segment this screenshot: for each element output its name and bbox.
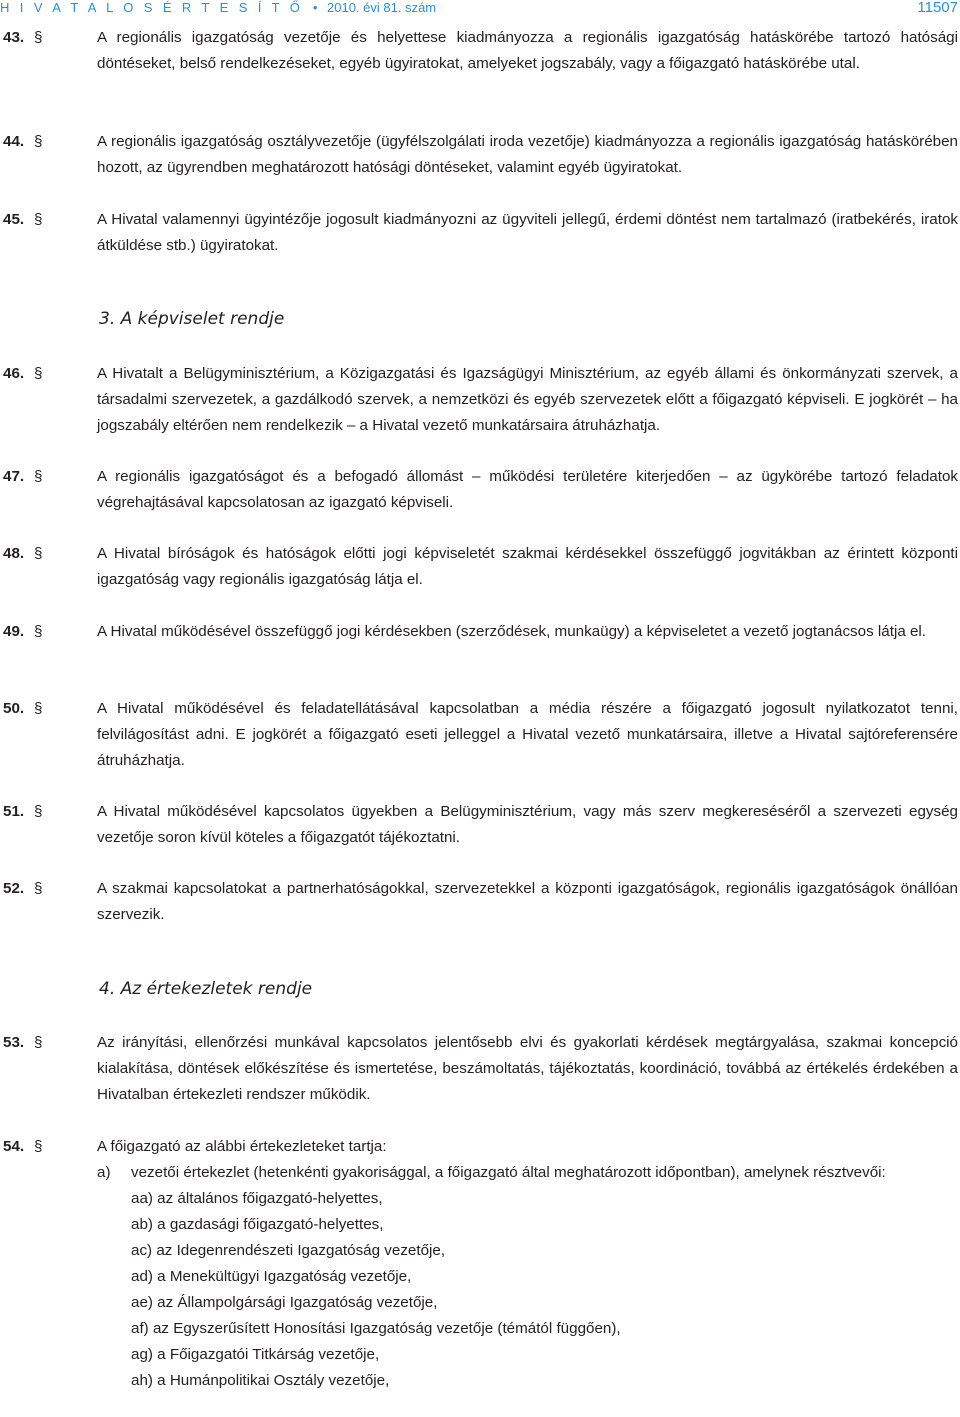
list-item: ae) az Állampolgársági Igazgatóság vezetője, <box>131 1294 438 1311</box>
paragraph-intro: A főigazgató az alábbi értekezleteket tartja: <box>97 1138 387 1155</box>
section-heading-3: 3. A képviselet rendje <box>99 309 285 329</box>
paragraph-number: 51. <box>3 803 25 820</box>
list-item-a <box>97 1160 960 1186</box>
paragraph-number: 54. <box>3 1138 25 1155</box>
paragraph-text: A regionális igazgatóság vezetője és helyettese kiadmányozza a regionális igazgatóság hatáskörébe tartozó hatósági döntéseket, belső rendelkezéseket, egyéb ügyiratokat, amelyeket jogszabály, vagy a főigazgató hatáskörébe utal. <box>97 29 958 72</box>
paragraph-number: 53. <box>3 1034 25 1051</box>
paragraph-text: A szakmai kapcsolatokat a partnerhatóságokkal, szervezetekkel a központi igazgatóságok, regionális igazgatóságok önállóan szervezik. <box>97 880 958 923</box>
paragraph-text: A regionális igazgatóságot és a befogadó állomást – működési területére kiterjedően – az ügykörébe tartozó feladatok végrehajtásával kapcsolatosan az igazgató képviseli. <box>97 468 958 511</box>
paragraph-50 <box>0 696 960 774</box>
list-item: af) az Egyszerűsített Honosítási Igazgatóság vezetője (témától függően), <box>131 1320 621 1337</box>
section-sign: § <box>34 365 43 382</box>
list-item: ab) a gazdasági főigazgató-helyettes, <box>131 1216 384 1233</box>
paragraph-number: 46. <box>3 365 25 382</box>
paragraph-47 <box>0 464 960 516</box>
section-sign: § <box>34 623 43 640</box>
list-item: ad) a Menekültügyi Igazgatóság vezetője, <box>131 1268 412 1285</box>
list-label: a) <box>97 1164 111 1181</box>
section-sign: § <box>34 803 43 820</box>
paragraph-44 <box>0 129 960 181</box>
section-sign: § <box>34 880 43 897</box>
section-sign: § <box>34 133 43 150</box>
journal-title: H I V A T A L O S É R T E S Í T Ő <box>0 0 304 15</box>
paragraph-45 <box>0 207 960 259</box>
section-sign: § <box>34 1034 43 1051</box>
paragraph-43 <box>0 25 960 77</box>
section-sign: § <box>34 211 43 228</box>
issue-label: 2010. évi 81. szám <box>327 0 437 15</box>
paragraph-text: A Hivatal működésével kapcsolatos ügyekben a Belügyminisztérium, vagy más szerv megkereséséről a szervezeti egység vezetője soron kívül köteles a főigazgatót tájékoztatni. <box>97 803 958 846</box>
paragraph-number: 49. <box>3 623 25 640</box>
section-heading-4: 4. Az értekezletek rendje <box>99 979 313 999</box>
paragraph-text: A Hivatal valamennyi ügyintézője jogosult kiadmányozni az ügyviteli jellegű, érdemi döntést nem tartalmazó (iratbekérés, iratok átküldése stb.) ügyiratokat. <box>97 211 958 254</box>
paragraph-number: 44. <box>3 133 25 150</box>
paragraph-number: 48. <box>3 545 25 562</box>
paragraph-number: 45. <box>3 211 25 228</box>
paragraph-text: Az irányítási, ellenőrzési munkával kapcsolatos jelentősebb elvi és gyakorlati kérdések megtárgyalása, szakmai koncepció kialakítása, döntések előkészítése és ismertetése, beszámoltatás, tájékoztatás, koordináció, továbbá az értékelés érdekében a Hivatalban értekezleti rendszer működik. <box>97 1034 958 1103</box>
section-sign: § <box>34 468 43 485</box>
paragraph-text: A Hivatal bíróságok és hatóságok előtti jogi képviseletét szakmai kérdésekkel összefüggő jogvitákban az érintett központi igazgatóság vagy regionális igazgatóság látja el. <box>97 545 958 588</box>
section-sign: § <box>34 545 43 562</box>
paragraph-number: 47. <box>3 468 25 485</box>
section-sign: § <box>34 700 43 717</box>
paragraph-49 <box>0 619 960 645</box>
paragraph-52 <box>0 876 960 928</box>
list-item: ah) a Humánpolitikai Osztály vezetője, <box>131 1372 390 1389</box>
paragraph-text: A Hivatalt a Belügyminisztérium, a Közigazgatási és Igazságügyi Minisztérium, az egyéb állami és önkormányzati szervek, a társadalmi szervezetek, a gazdálkodó szervek, a nemzetközi és egyéb szervezetek előtt a főigazgató képviseli. E jogkörét – ha jogszabály eltérően nem rendelkezik – a Hivatal vezető munkatársaira átruházhatja. <box>97 365 958 434</box>
bullet-separator: • <box>312 0 318 15</box>
paragraph-number: 52. <box>3 880 25 897</box>
list-item: ac) az Idegenrendészeti Igazgatóság vezetője, <box>131 1242 446 1259</box>
paragraph-number: 50. <box>3 700 25 717</box>
paragraph-53 <box>0 1030 960 1108</box>
paragraph-48 <box>0 541 960 593</box>
section-sign: § <box>34 29 43 46</box>
page-header <box>0 0 960 16</box>
paragraph-54 <box>0 1134 960 1394</box>
list-item: aa) az általános főigazgató-helyettes, <box>131 1190 383 1207</box>
paragraph-46 <box>0 361 960 439</box>
section-sign: § <box>34 1138 43 1155</box>
page-number: 11507 <box>917 0 958 16</box>
list-item-text: vezetői értekezlet (hetenkénti gyakorisággal, a főigazgató által meghatározott időpontban), amelynek résztvevői: <box>131 1164 886 1181</box>
paragraph-text: A Hivatal működésével összefüggő jogi kérdésekben (szerződések, munkaügy) a képviseletet a vezető jogtanácsos látja el. <box>97 623 927 640</box>
paragraph-text: A regionális igazgatóság osztályvezetője (ügyfélszolgálati iroda vezetője) kiadmányozza a regionális igazgatóság hatáskörében hozott, az ügyrendben meghatározott hatósági döntéseket, valamint egyéb ügyiratokat. <box>97 133 958 176</box>
paragraph-text: A Hivatal működésével és feladatellátásával kapcsolatban a média részére a főigazgató jogosult nyilatkozatot tenni, felvilágosítást adni. E jogkörét a főigazgató eseti jelleggel a Hivatal vezető munkatársaira, illetve a Hivatal sajtóreferensére átruházhatja. <box>97 700 958 769</box>
paragraph-number: 43. <box>3 29 25 46</box>
list-item: ag) a Főigazgatói Titkárság vezetője, <box>131 1346 380 1363</box>
journal-header <box>0 0 436 16</box>
paragraph-51 <box>0 799 960 851</box>
